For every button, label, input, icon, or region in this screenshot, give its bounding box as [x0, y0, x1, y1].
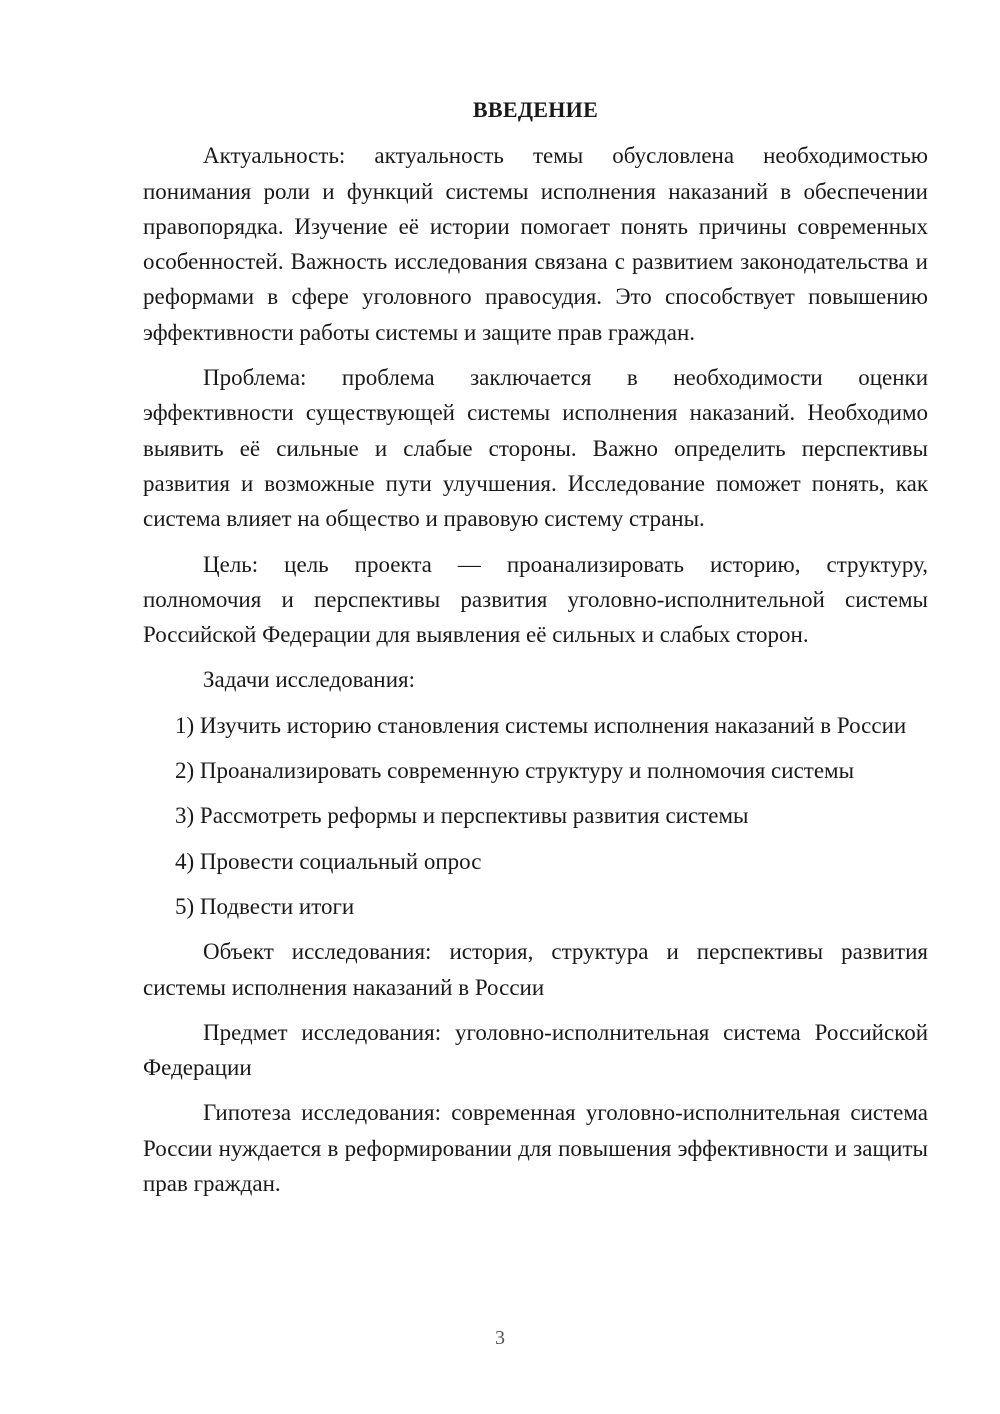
- page-title: ВВЕДЕНИЕ: [472, 97, 599, 122]
- list-item: 1) Изучить историю становления системы исполнения наказаний в России: [175, 712, 907, 738]
- document-page: [143, 92, 928, 1211]
- list-item: 5) Подвести итоги: [175, 893, 355, 919]
- list-item: 4) Провести социальный опрос: [175, 848, 482, 874]
- paragraph-hypothesis: Гипотеза исследования: современная уголовно-исполнительная система России нуждается в реформировании для повышения эффективности и защиты прав граждан.: [143, 1100, 928, 1197]
- list-item: 2) Проанализировать современную структуру и полномочия системы: [175, 758, 855, 784]
- paragraph-problem: Проблема: проблема заключается в необходимости оценки эффективности существующей системы исполнения наказаний. Необходимо выявить её сильные и слабые стороны. Важно определить перспективы развития и возможные пути улучшения. Исследование поможет понять, как система влияет на общество и правовую систему страны.: [143, 365, 928, 532]
- paragraph-relevance: Актуальность: актуальность темы обусловлена необходимостью понимания роли и функций системы исполнения наказаний в обеспечении правопорядка. Изучение её истории помогает понять причины современных особенностей. Важность исследования связана с развитием законодательства и реформами в сфере уголовного правосудия. Это способствует повышению эффективности работы системы и защите прав граждан.: [143, 143, 928, 345]
- paragraph-goal: Цель: цель проекта — проанализировать историю, структуру, полномочия и перспективы развития уголовно-исполнительной системы Российской Федерации для выявления её сильных и слабых сторон.: [143, 551, 928, 648]
- tasks-heading: Задачи исследования:: [203, 667, 416, 693]
- page-number: 3: [495, 1327, 505, 1349]
- paragraph-subject: Предмет исследования: уголовно-исполнительная система Российской Федерации: [143, 1019, 928, 1081]
- tasks-list: [143, 708, 928, 924]
- paragraph-object: Объект исследования: история, структура и перспективы развития системы исполнения наказаний в России: [143, 939, 928, 1000]
- list-item: 3) Рассмотреть реформы и перспективы развития системы: [175, 803, 749, 829]
